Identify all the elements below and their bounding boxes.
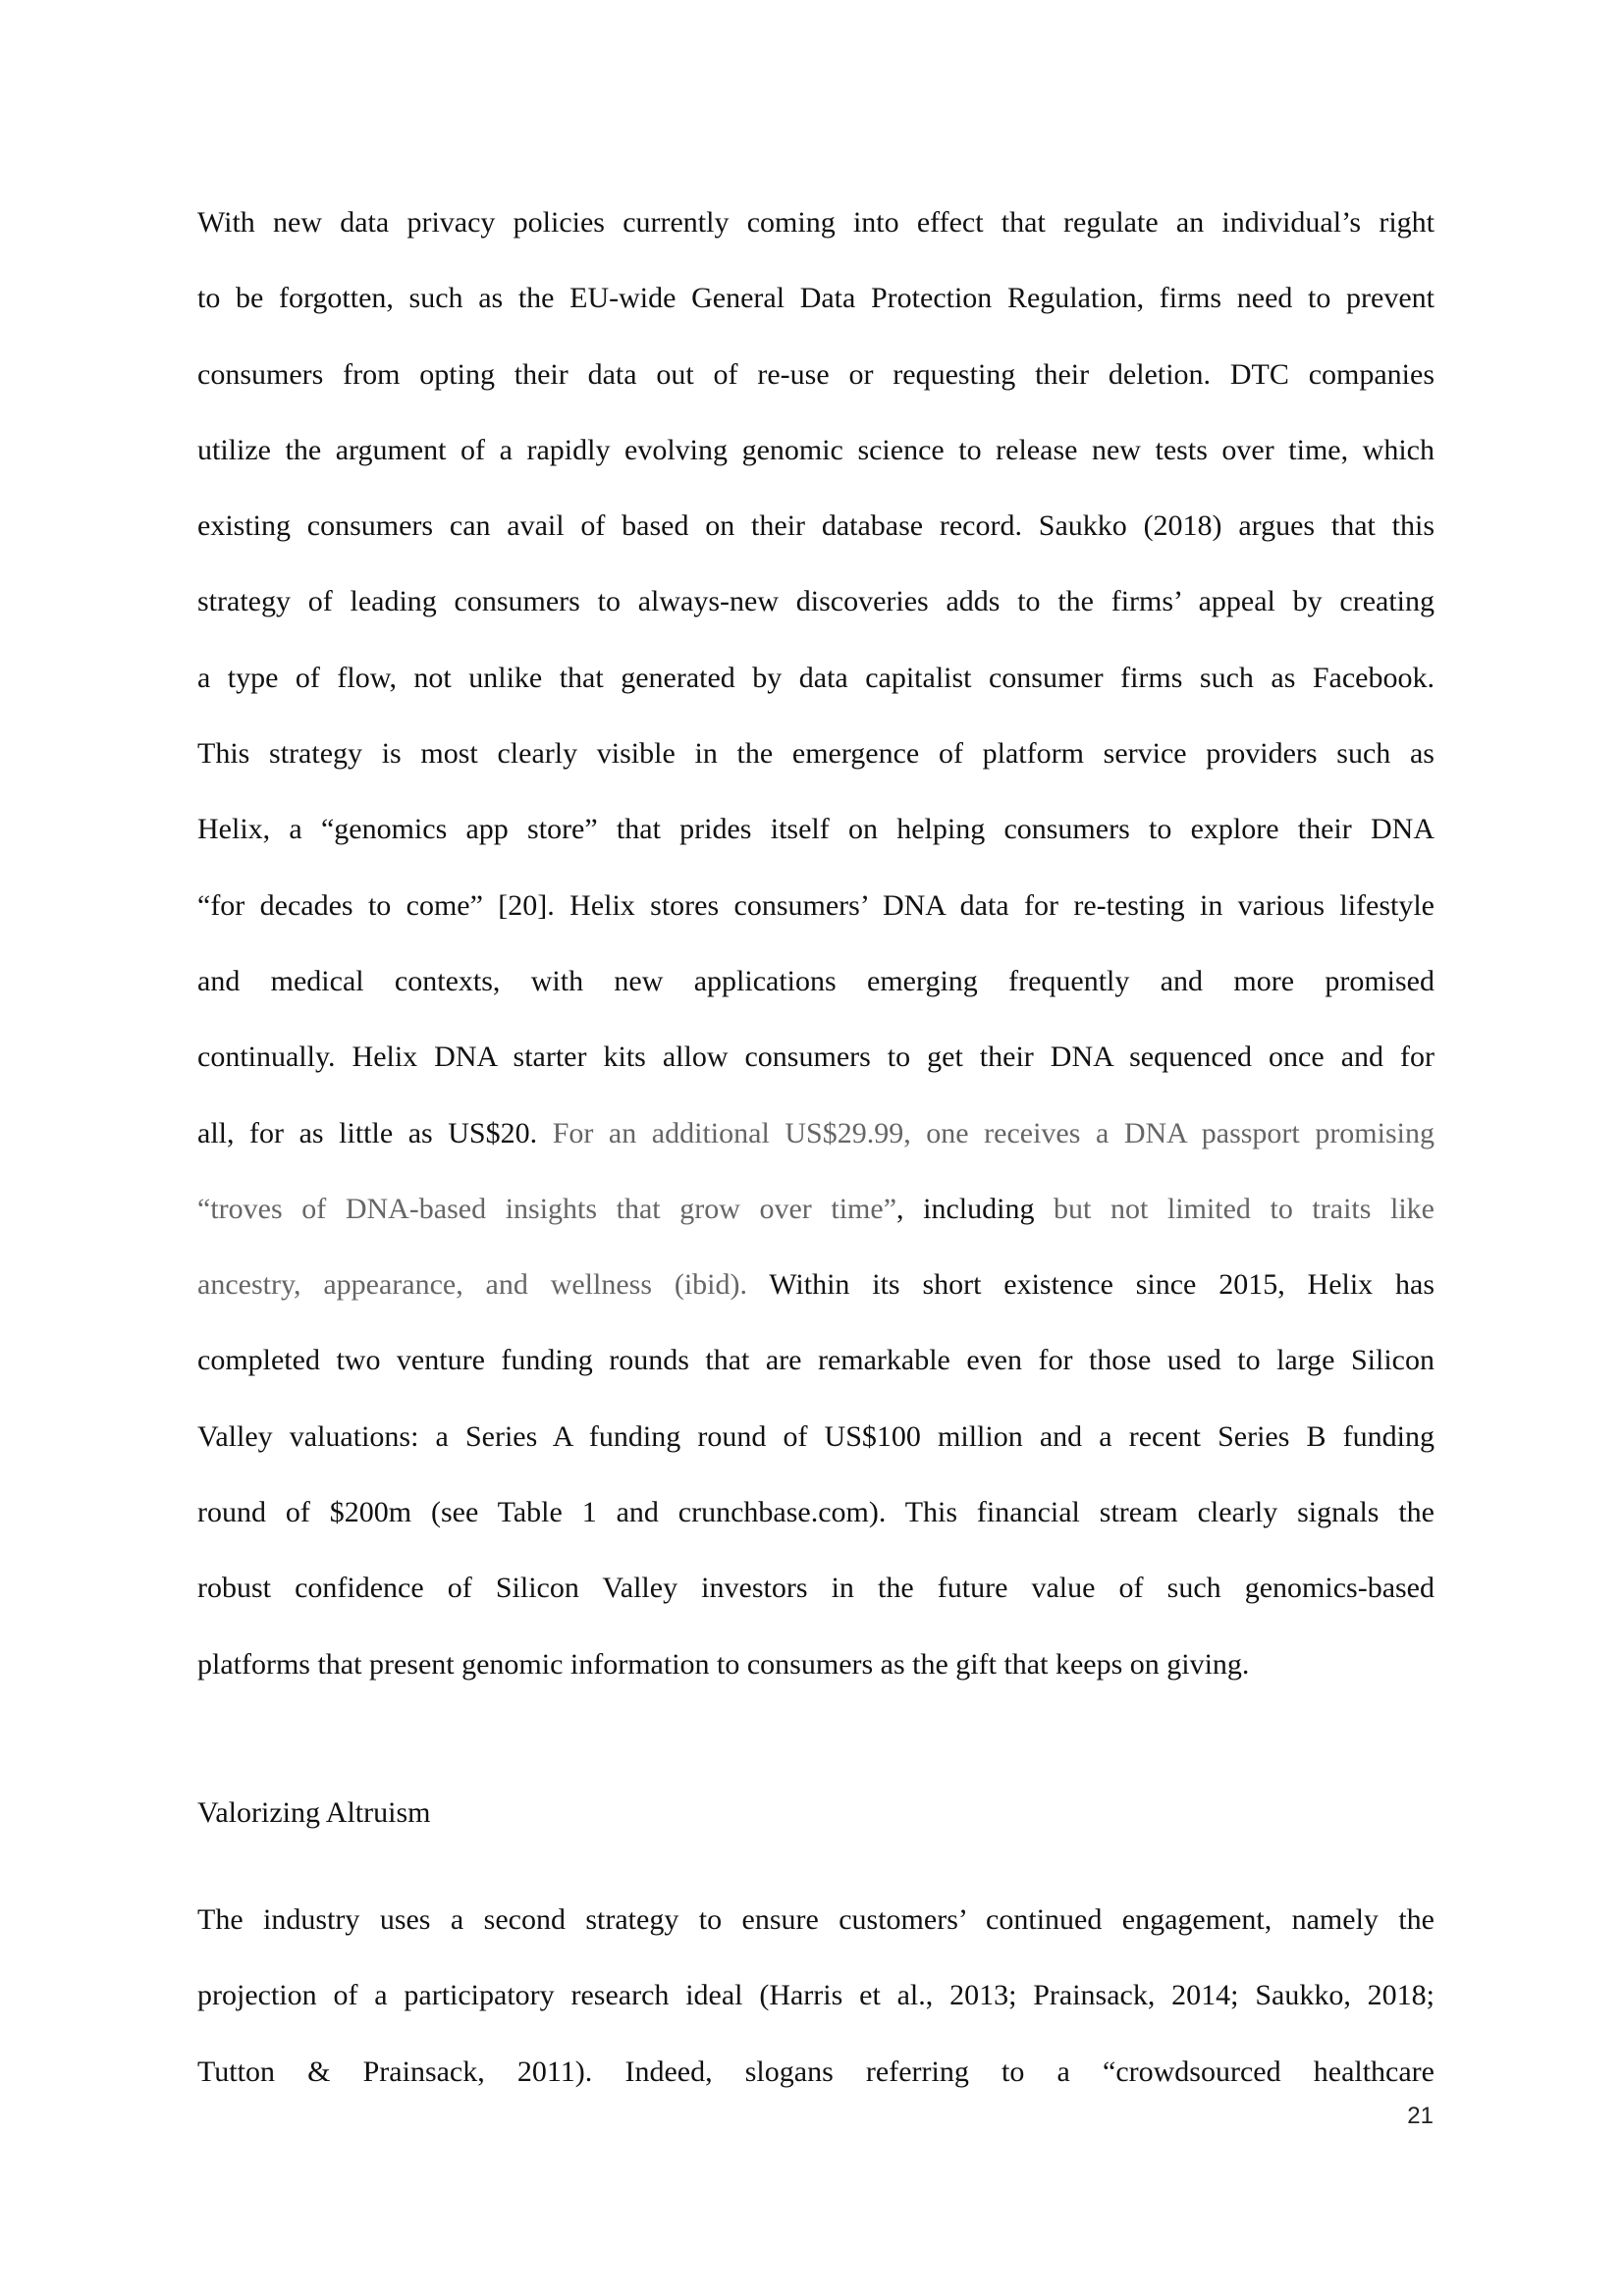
text-line: existing consumers can avail of based on their database record. Saukko (2018) argues that this	[197, 509, 1435, 543]
body-paragraph-2	[197, 1882, 1435, 2109]
text-line: utilize the argument of a rapidly evolving genomic science to release new tests over time, which	[197, 433, 1435, 466]
body-paragraph-1	[197, 185, 1435, 1702]
text-line: continually. Helix DNA starter kits allow consumers to get their DNA sequenced once and for	[197, 1041, 1435, 1074]
text-line: “for decades to come” [20]. Helix stores consumers’ DNA data for re-testing in various lifestyle	[197, 888, 1435, 922]
text-line: Helix, a “genomics app store” that prides itself on helping consumers to explore their DNA	[197, 813, 1435, 846]
text-line	[197, 1247, 1435, 1322]
text-line: The industry uses a second strategy to ensure customers’ continued engagement, namely the	[197, 1903, 1435, 1936]
text-line: Valley valuations: a Series A funding round of US$100 million and a recent Series B funding	[197, 1419, 1435, 1453]
text-run: all, for as little as US$20.	[197, 1116, 553, 1149]
grey-text-run: ancestry, appearance, and wellness (ibid).	[197, 1268, 748, 1302]
text-line: consumers from opting their data out of re-use or requesting their deletion. DTC companies	[197, 357, 1435, 391]
text-line: With new data privacy policies currently coming into effect that regulate an individual’s right	[197, 206, 1435, 239]
text-line: round of $200m (see Table 1 and crunchbase.com). This financial stream clearly signals the	[197, 1496, 1435, 1529]
text-line	[197, 1095, 1435, 1171]
grey-text-run: “troves of DNA-based insights that grow over time”	[197, 1192, 897, 1225]
page-number: 21	[1407, 2103, 1434, 2129]
text-line: robust confidence of Silicon Valley investors in the future value of such genomics-based	[197, 1572, 1435, 1605]
text-line: completed two venture funding rounds that are remarkable even for those used to large Silicon	[197, 1344, 1435, 1377]
text-line	[197, 1171, 1435, 1247]
text-line: strategy of leading consumers to always-new discoveries adds to the firms’ appeal by creating	[197, 585, 1435, 618]
text-line: This strategy is most clearly visible in the emergence of platform service providers such as	[197, 737, 1435, 771]
grey-text-run: but not limited to traits like	[1054, 1192, 1435, 1225]
text-line: a type of flow, not unlike that generated by data capitalist consumer firms such as Facebook.	[197, 661, 1435, 694]
text-line: Tutton & Prainsack, 2011). Indeed, slogans referring to a “crowdsourced healthcare	[197, 2055, 1435, 2088]
text-line: platforms that present genomic information to consumers as the gift that keeps on giving.	[197, 1647, 1250, 1681]
text-run: , including	[896, 1192, 1055, 1225]
text-run: Within its short existence since 2015, Helix has	[747, 1268, 1435, 1302]
section-heading: Valorizing Altruism	[197, 1796, 431, 1829]
text-line: and medical contexts, with new applications emerging frequently and more promised	[197, 964, 1435, 997]
grey-text-run: For an additional US$29.99, one receives a DNA passport promising	[552, 1116, 1435, 1149]
text-line: to be forgotten, such as the EU-wide General Data Protection Regulation, firms need to prevent	[197, 282, 1435, 315]
text-line: projection of a participatory research ideal (Harris et al., 2013; Prainsack, 2014; Saukko, 2018;	[197, 1979, 1435, 2012]
